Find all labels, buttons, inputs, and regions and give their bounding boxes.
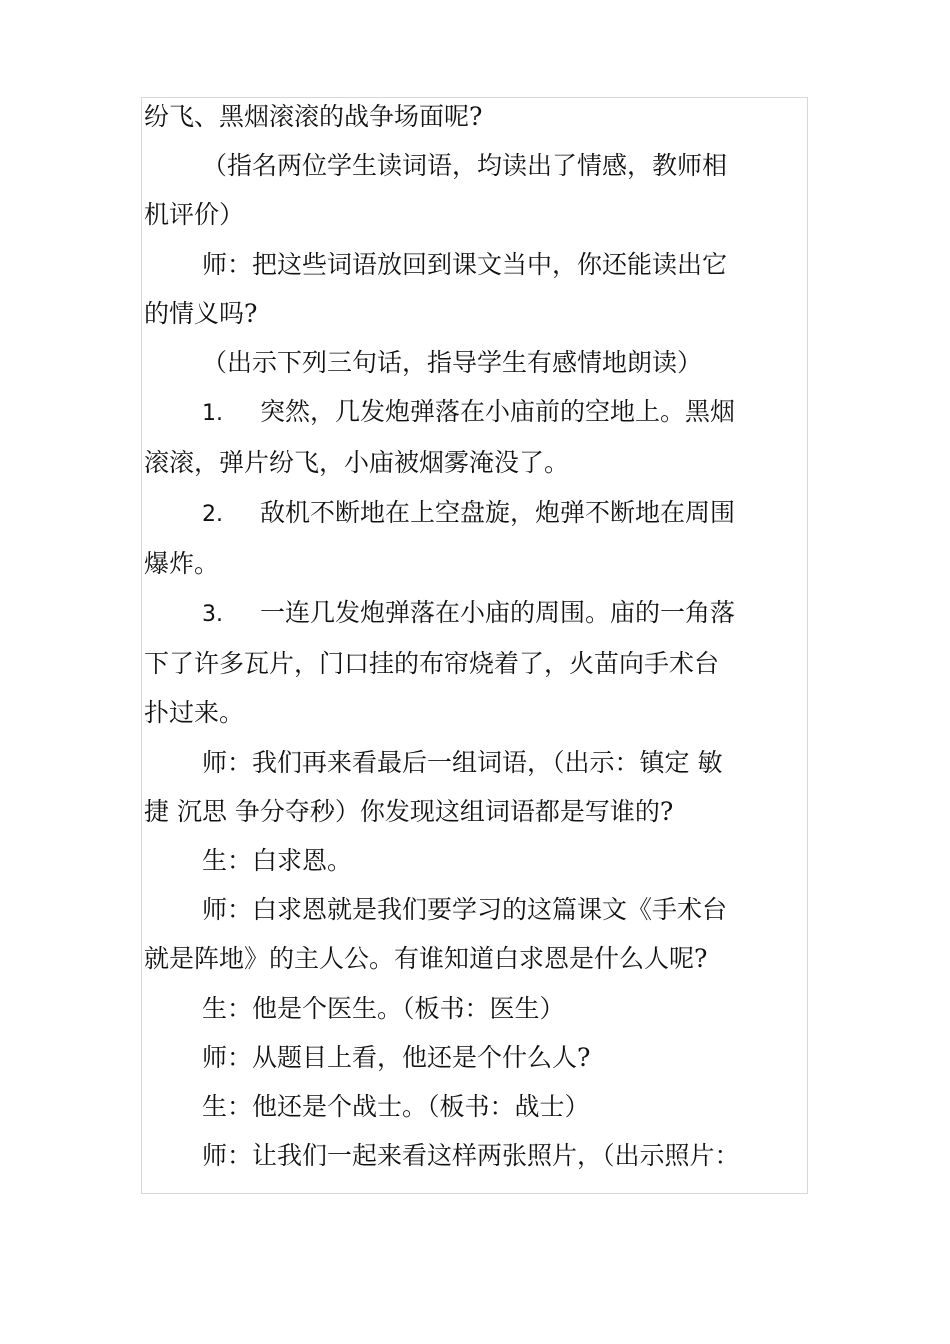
text-line: 下了许多瓦片，门口挂的布帘烧着了，火苗向手术台 [144, 649, 720, 679]
item-number: 1. [202, 401, 223, 427]
text-line: 爆炸。 [144, 548, 220, 578]
text-line: （出示下列三句话，指导学生有感情地朗读） [202, 348, 703, 378]
item-number: 3. [202, 602, 223, 628]
text-line: 师：把这些词语放回到课文当中，你还能读出它 [202, 249, 728, 279]
text-line: 就是阵地》的主人公。有谁知道白求恩是什么人呢? [144, 944, 708, 974]
text-line: 纷飞、黑烟滚滚的战争场面呢? [144, 102, 483, 131]
item-text: 突然，几发炮弹落在小庙前的空地上。黑烟 [260, 397, 736, 427]
text-line: 的情义吗? [144, 298, 258, 328]
text-line: 生：他还是个战士。（板书：战士） [202, 1092, 590, 1122]
text-line: 捷 沉思 争分夺秒）你发现这组词语都是写谁的? [144, 796, 674, 826]
item-text: 敌机不断地在上空盘旋，炮弹不断地在周围 [260, 497, 736, 527]
text-line: 生：白求恩。 [202, 846, 353, 876]
text-line: （指名两位学生读词语，均读出了情感，教师相 [202, 151, 728, 181]
numbered-item-3 [144, 588, 808, 639]
text-line: 师：从题目上看，他还是个什么人? [202, 1042, 591, 1072]
numbered-item-1 [144, 387, 808, 438]
text-line: 师：白求恩就是我们要学习的这篇课文《手术台 [202, 895, 728, 925]
text-line: 滚滚，弹片纷飞，小庙被烟雾淹没了。 [144, 448, 570, 478]
document-body [144, 92, 808, 1180]
text-line: 扑过来。 [144, 698, 245, 728]
numbered-item-2 [144, 488, 808, 539]
item-number: 2. [202, 501, 223, 527]
item-text: 一连几发炮弹落在小庙的周围。庙的一角落 [260, 598, 736, 628]
text-line: 师：我们再来看最后一组词语，（出示：镇定 敏 [202, 747, 723, 777]
text-line: 机评价） [144, 200, 245, 230]
text-line: 师：让我们一起来看这样两张照片，（出示照片： [202, 1141, 740, 1171]
text-line: 生：他是个医生。（板书：医生） [202, 993, 565, 1023]
